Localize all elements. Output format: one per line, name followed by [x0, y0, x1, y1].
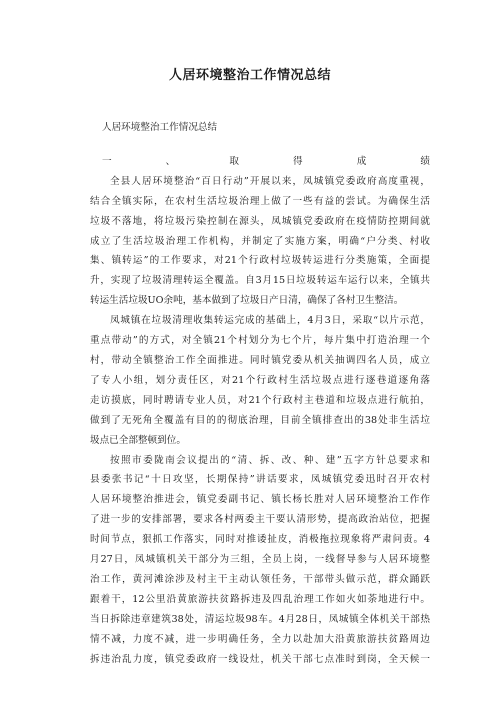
text-line: 凤城镇在垃圾清理收集转运完成的基础上，4月3日，采取“以片示范，: [110, 315, 430, 327]
text-line: 重点带动”的方式，对全镇21个村划分为七个片，每片集中打造治理一个: [90, 335, 430, 347]
text-line: 治工作，黄河滩涂涉及村主干主动认领任务，干部带头做示范，群众踊跃: [90, 573, 430, 585]
text-line: 结合全镇实际，在农村生活垃圾治理上做了一些有益的尝试。为确保生活: [90, 195, 430, 207]
text-line: 情不减，力度不减，进一步明确任务，全力以赴加大沿黄旅游扶贫路周边: [90, 633, 430, 645]
text-line: 当日拆除违章建筑38处，清运垃圾98车。4月28日，凤城镇全体机关干部热: [90, 613, 430, 625]
document-title: 人居环境整治工作情况总结: [168, 68, 331, 83]
section-heading: 一、取得成绩: [102, 155, 430, 167]
text-line: 村，带动全镇整治工作全面推进。同时镇党委从机关抽调四名人员，成立: [90, 354, 430, 366]
text-line: 时间节点，狠抓工作落实，同时对推诿扯皮，消极拖拉现象将严肃问责。4: [90, 534, 430, 546]
text-line: 成立了生活垃圾治理工作机构，并制定了实施方案，明确“户分类、村收: [90, 235, 430, 247]
text-line: 垃圾不落地，将垃圾污染控制在源头，凤城镇党委政府在疫情防控期间就: [90, 215, 430, 227]
text-line: 全县人居环境整治“百日行动”开展以来，凤城镇党委政府高度重视，: [110, 175, 430, 187]
text-line: 走访摸底，同时聘请专业人员，对21个行政村主巷道和垃圾点进行航拍，: [90, 394, 430, 406]
text-line: 拆违治乱力度，镇党委政府一线设灶，机关干部七点准时到岗，全天候一: [90, 653, 430, 665]
text-line: 按照市委陇南会议提出的“清、拆、改、种、建”五字方针总要求和: [110, 454, 430, 466]
text-line: 转运生活垃圾UO余吨，基本做到了垃圾日产日清，确保了各村卫生整洁。: [90, 295, 404, 307]
text-line: 圾点已全部整顿到位。: [90, 434, 186, 446]
document-subtitle: 人居环境整治工作情况总结: [102, 122, 218, 133]
text-line: 做到了无死角全覆盖有目的的彻底治理，目前全镇排查出的38处非生活垃: [90, 414, 430, 426]
text-line: 集、镇转运”的工作要求，对21个行政村垃圾转运进行分类施策，全面提: [90, 255, 430, 267]
document-body: [90, 118, 430, 669]
text-line: 跟着干，12公里沿黄旅游扶贫路拆违及四乱治理工作如火如荼地进行中。: [90, 593, 430, 605]
text-line: 人居环境整治推进会，镇党委副书记、镇长杨长胜对人居环境整治工作作: [90, 494, 430, 506]
text-line: 县委张书记“十日攻坚，长期保持”讲话要求，凤城镇党委迅时召开农村: [90, 474, 430, 486]
text-line: 升，实现了垃圾清理转运全覆盖。自3月15日垃圾转运车运行以来，全镇共: [90, 275, 430, 287]
text-line: 月27日，凤城镇机关干部分为三组，全员上岗，一线督导参与人居环境整: [90, 554, 430, 566]
text-line: 了进一步的安排部署，要求各村两委主干要认清形势，提高政治站位，把握: [90, 514, 430, 526]
text-line: 了专人小组，划分责任区，对21个行政村生活垃圾点进行逐巷道逐角落: [90, 374, 430, 386]
